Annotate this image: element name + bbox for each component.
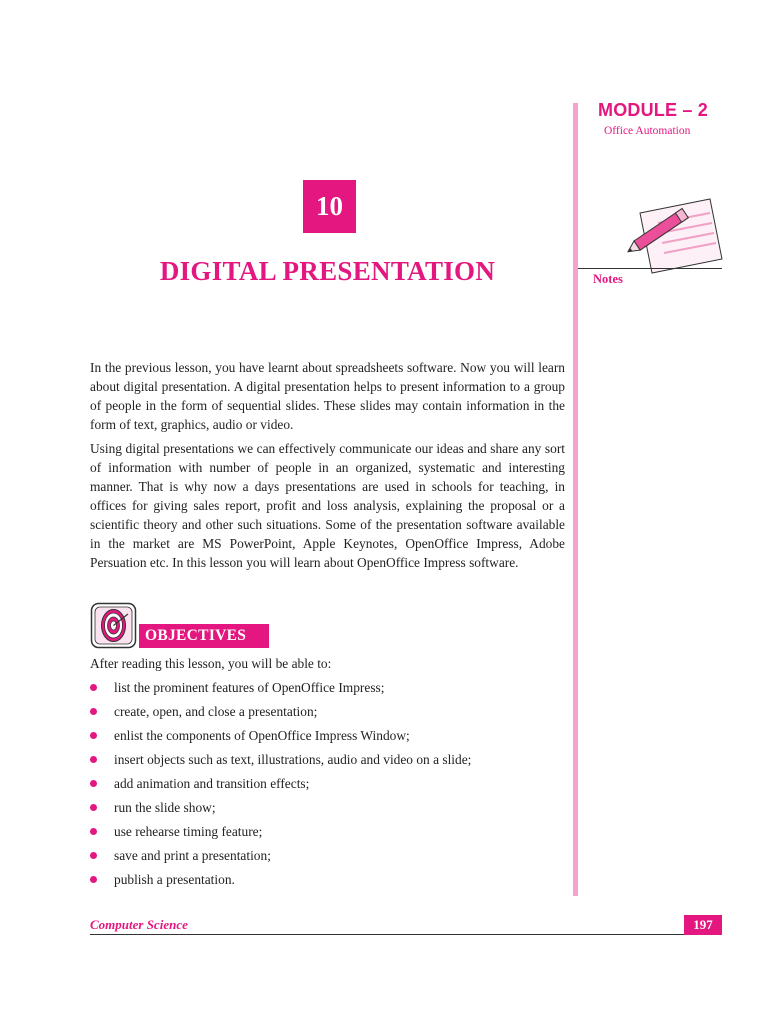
target-icon	[90, 602, 137, 649]
objectives-list	[90, 679, 471, 895]
list-item: save and print a presentation;	[90, 847, 471, 871]
pencil-notepad-icon	[618, 195, 728, 275]
list-item: publish a presentation.	[90, 871, 471, 895]
notes-divider	[578, 268, 722, 269]
chapter-number: 10	[303, 180, 356, 233]
page-number: 197	[684, 915, 722, 935]
module-title: MODULE – 2	[598, 100, 709, 120]
bullet-icon	[90, 732, 97, 739]
list-item: create, open, and close a presentation;	[90, 703, 471, 727]
objectives-intro: After reading this lesson, you will be able to:	[90, 656, 332, 671]
bullet-icon	[90, 780, 97, 787]
notes-label: Notes	[593, 272, 623, 286]
margin-divider	[573, 103, 578, 896]
list-item: insert objects such as text, illustrations, audio and video on a slide;	[90, 751, 471, 775]
list-item: add animation and transition effects;	[90, 775, 471, 799]
bullet-icon	[90, 828, 97, 835]
intro-paragraph-2: Using digital presentations we can effectively communicate our ideas and share any sort of information with number of people in an organized, systematic and interesting manner. That is why now a days presentations are used in schools for teaching, in offices for giving sales report, profit and loss analysis, explaining the proposal or a scientific theory and other such situations. Some of the presentation software available in the market are MS PowerPoint, Apple Keynotes, OpenOffice Impress, Adobe Persuation etc. In this lesson you will learn about OpenOffice Impress software.	[90, 441, 565, 570]
bullet-icon	[90, 756, 97, 763]
module-subtitle: Office Automation	[604, 125, 691, 137]
footer-subject: Computer Science	[90, 917, 188, 932]
chapter-title: DIGITAL PRESENTATION	[159, 256, 496, 286]
bullet-icon	[90, 876, 97, 883]
bullet-icon	[90, 852, 97, 859]
list-item: run the slide show;	[90, 799, 471, 823]
objectives-heading: OBJECTIVES	[139, 624, 269, 648]
list-item: use rehearse timing feature;	[90, 823, 471, 847]
list-item: list the prominent features of OpenOffice Impress;	[90, 679, 471, 703]
footer-divider	[90, 934, 684, 935]
intro-paragraph-1: In the previous lesson, you have learnt about spreadsheets software. Now you will learn about digital presentation. A digital presentation helps to present information to a group of people in the form of sequential slides. These slides may contain information in the form of text, graphics, audio or video.	[90, 360, 565, 432]
list-item: enlist the components of OpenOffice Impress Window;	[90, 727, 471, 751]
bullet-icon	[90, 708, 97, 715]
bullet-icon	[90, 804, 97, 811]
bullet-icon	[90, 684, 97, 691]
